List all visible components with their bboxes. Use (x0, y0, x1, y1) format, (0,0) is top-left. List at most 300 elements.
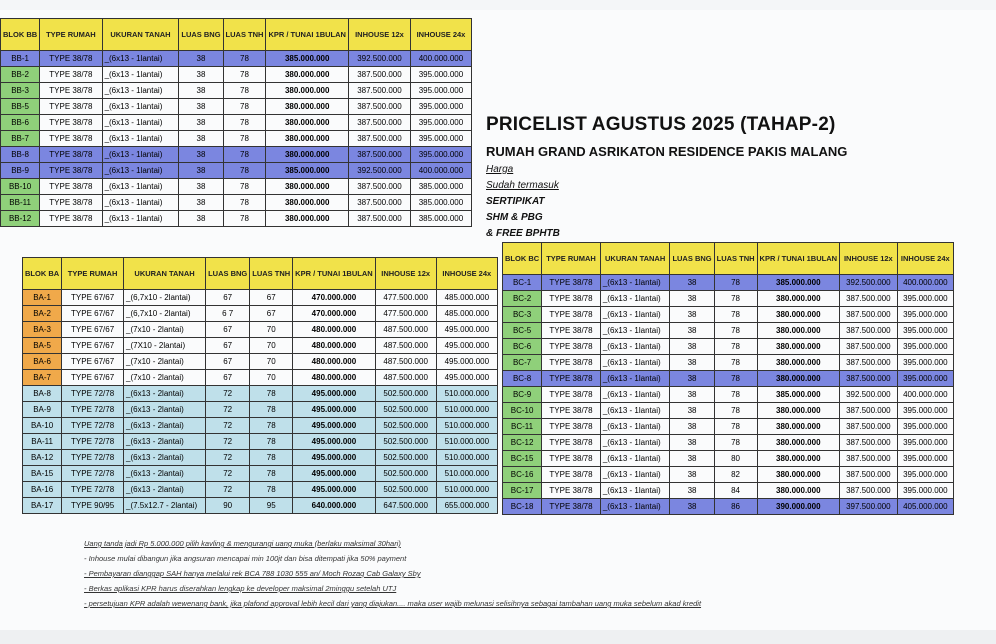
inhouse-12x-cell: 387.500.000 (348, 115, 410, 131)
luas-tnh-cell: 78 (250, 466, 293, 482)
luas-bng-cell: 38 (670, 403, 714, 419)
kpr-price-cell: 495.000.000 (293, 418, 376, 434)
inhouse-24x-cell: 385.000.000 (410, 211, 471, 227)
type-cell: TYPE 72/78 (62, 386, 124, 402)
kpr-price-cell: 495.000.000 (293, 402, 376, 418)
type-cell: TYPE 38/78 (542, 435, 601, 451)
luas-bng-cell: 38 (179, 131, 223, 147)
ukuran-cell: _(6x13 - 1lantai) (102, 179, 179, 195)
ukuran-cell: _(6x13 - 1lantai) (600, 499, 670, 515)
pricelist-table-bb (0, 18, 472, 227)
inhouse-24x-cell: 400.000.000 (410, 51, 471, 67)
luas-bng-cell: 67 (206, 322, 250, 338)
ukuran-cell: _(6x13 - 1lantai) (600, 339, 670, 355)
note-line: - Inhouse mulai dibangun jika angsuran mencapai min 100jt dan bisa ditempati jika 50% payment (84, 554, 407, 563)
type-cell: TYPE 38/78 (542, 355, 601, 371)
luas-tnh-cell: 78 (223, 195, 266, 211)
inhouse-24x-cell: 395.000.000 (897, 483, 953, 499)
includes-line: SHM & PBG (486, 212, 543, 223)
inhouse-12x-cell: 387.500.000 (348, 67, 410, 83)
inhouse-12x-cell: 477.500.000 (375, 290, 436, 306)
ukuran-cell: _(6x13 - 1lantai) (102, 163, 179, 179)
includes-line: Sudah termasuk (486, 180, 559, 191)
includes-line: SERTIPIKAT (486, 196, 545, 207)
type-cell: TYPE 38/78 (542, 451, 601, 467)
inhouse-24x-cell: 510.000.000 (436, 466, 497, 482)
luas-tnh-cell: 78 (223, 179, 266, 195)
blok-cell: BA-6 (23, 354, 62, 370)
table-row (503, 355, 954, 371)
blok-cell: BA-16 (23, 482, 62, 498)
table-row (23, 338, 498, 354)
luas-bng-cell: 38 (670, 275, 714, 291)
luas-bng-cell: 38 (670, 419, 714, 435)
luas-tnh-cell: 84 (714, 483, 757, 499)
ukuran-cell: _(6x13 - 1lantai) (600, 355, 670, 371)
blok-cell: BB-9 (1, 163, 40, 179)
inhouse-12x-cell: 387.500.000 (840, 419, 898, 435)
luas-tnh-cell: 78 (223, 115, 266, 131)
blok-cell: BA-9 (23, 402, 62, 418)
header-blok: BLOK BA (23, 258, 62, 290)
blok-cell: BC-5 (503, 323, 542, 339)
inhouse-12x-cell: 502.500.000 (375, 402, 436, 418)
kpr-price-cell: 495.000.000 (293, 450, 376, 466)
header-luas-bng: LUAS BNG (206, 258, 250, 290)
blok-cell: BC-6 (503, 339, 542, 355)
luas-bng-cell: 38 (670, 291, 714, 307)
status-bar (0, 630, 996, 644)
type-cell: TYPE 72/78 (62, 434, 124, 450)
luas-tnh-cell: 78 (714, 307, 757, 323)
luas-bng-cell: 38 (670, 499, 714, 515)
inhouse-24x-cell: 395.000.000 (897, 307, 953, 323)
ukuran-cell: _(6x13 - 1lantai) (600, 291, 670, 307)
luas-bng-cell: 38 (670, 355, 714, 371)
ukuran-cell: _(6x13 - 2lantai) (124, 450, 206, 466)
luas-bng-cell: 67 (206, 370, 250, 386)
ukuran-cell: _(6x13 - 1lantai) (600, 323, 670, 339)
luas-tnh-cell: 78 (223, 211, 266, 227)
type-cell: TYPE 38/78 (40, 163, 102, 179)
luas-tnh-cell: 78 (714, 323, 757, 339)
table-row (503, 467, 954, 483)
includes-line: & FREE BPHTB (486, 228, 560, 239)
inhouse-12x-cell: 487.500.000 (375, 338, 436, 354)
inhouse-24x-cell: 485.000.000 (436, 306, 497, 322)
inhouse-12x-cell: 387.500.000 (840, 339, 898, 355)
blok-cell: BC-2 (503, 291, 542, 307)
header-luas-tnh: LUAS TNH (223, 19, 266, 51)
inhouse-24x-cell: 395.000.000 (897, 291, 953, 307)
luas-bng-cell: 38 (670, 339, 714, 355)
kpr-price-cell: 380.000.000 (757, 291, 840, 307)
luas-tnh-cell: 95 (250, 498, 293, 514)
terms-notes (84, 536, 701, 611)
inhouse-12x-cell: 502.500.000 (375, 466, 436, 482)
blok-cell: BA-5 (23, 338, 62, 354)
ukuran-cell: _(6,7x10 - 2lantai) (124, 306, 206, 322)
kpr-price-cell: 495.000.000 (293, 434, 376, 450)
inhouse-24x-cell: 395.000.000 (897, 419, 953, 435)
ukuran-cell: _(6x13 - 1lantai) (102, 99, 179, 115)
luas-tnh-cell: 78 (714, 419, 757, 435)
ukuran-cell: _(6x13 - 1lantai) (102, 67, 179, 83)
blok-cell: BC-8 (503, 371, 542, 387)
type-cell: TYPE 72/78 (62, 402, 124, 418)
luas-tnh-cell: 78 (223, 67, 266, 83)
luas-tnh-cell: 78 (250, 386, 293, 402)
ukuran-cell: _(7x10 - 2lantai) (124, 322, 206, 338)
luas-tnh-cell: 78 (250, 450, 293, 466)
kpr-price-cell: 480.000.000 (293, 370, 376, 386)
ukuran-cell: _(6x13 - 1lantai) (600, 387, 670, 403)
luas-bng-cell: 38 (670, 323, 714, 339)
luas-bng-cell: 67 (206, 338, 250, 354)
luas-tnh-cell: 67 (250, 290, 293, 306)
header-luas-bng: LUAS BNG (179, 19, 223, 51)
kpr-price-cell: 495.000.000 (293, 482, 376, 498)
blok-cell: BB-7 (1, 131, 40, 147)
blok-cell: BA-1 (23, 290, 62, 306)
header-luas-tnh: LUAS TNH (250, 258, 293, 290)
luas-bng-cell: 38 (670, 467, 714, 483)
note-line: - Berkas aplikasi KPR harus diserahkan lengkap ke developer maksimal 2minggu setelah UTJ (84, 584, 397, 593)
type-cell: TYPE 38/78 (542, 403, 601, 419)
type-cell: TYPE 38/78 (40, 179, 102, 195)
blok-cell: BA-7 (23, 370, 62, 386)
kpr-price-cell: 390.000.000 (757, 499, 840, 515)
kpr-price-cell: 380.000.000 (266, 179, 349, 195)
table-row (503, 371, 954, 387)
kpr-price-cell: 380.000.000 (757, 435, 840, 451)
table-row (503, 291, 954, 307)
inhouse-12x-cell: 387.500.000 (840, 435, 898, 451)
blok-cell: BC-7 (503, 355, 542, 371)
ukuran-cell: _(6x13 - 2lantai) (124, 434, 206, 450)
ukuran-cell: _(6x13 - 1lantai) (102, 195, 179, 211)
project-title: RUMAH GRAND ASRIKATON RESIDENCE PAKIS MALANG (486, 144, 848, 159)
header-inhouse-12: INHOUSE 12x (348, 19, 410, 51)
luas-bng-cell: 38 (670, 387, 714, 403)
header-ukuran: UKURAN TANAH (600, 243, 670, 275)
blok-cell: BB-6 (1, 115, 40, 131)
blok-cell: BB-8 (1, 147, 40, 163)
type-cell: TYPE 38/78 (40, 51, 102, 67)
type-cell: TYPE 38/78 (40, 67, 102, 83)
blok-cell: BC-11 (503, 419, 542, 435)
kpr-price-cell: 380.000.000 (757, 483, 840, 499)
pricelist-table-ba (22, 257, 498, 514)
kpr-price-cell: 380.000.000 (757, 451, 840, 467)
inhouse-12x-cell: 392.500.000 (348, 163, 410, 179)
ukuran-cell: _(6x13 - 1lantai) (102, 131, 179, 147)
table-row (23, 418, 498, 434)
blok-cell: BA-15 (23, 466, 62, 482)
inhouse-12x-cell: 387.500.000 (348, 211, 410, 227)
inhouse-12x-cell: 387.500.000 (840, 323, 898, 339)
type-cell: TYPE 38/78 (40, 99, 102, 115)
table-row (1, 83, 472, 99)
table-row (23, 370, 498, 386)
blok-cell: BC-12 (503, 435, 542, 451)
header-luas-tnh: LUAS TNH (714, 243, 757, 275)
blok-cell: BC-1 (503, 275, 542, 291)
luas-bng-cell: 72 (206, 466, 250, 482)
type-cell: TYPE 38/78 (40, 147, 102, 163)
ukuran-cell: _(6x13 - 1lantai) (600, 403, 670, 419)
type-cell: TYPE 38/78 (542, 291, 601, 307)
blok-cell: BC-9 (503, 387, 542, 403)
inhouse-24x-cell: 385.000.000 (410, 179, 471, 195)
blok-cell: BA-17 (23, 498, 62, 514)
inhouse-12x-cell: 387.500.000 (840, 291, 898, 307)
kpr-price-cell: 380.000.000 (266, 131, 349, 147)
kpr-price-cell: 380.000.000 (757, 419, 840, 435)
header-kpr: KPR / TUNAI 1BULAN (293, 258, 376, 290)
kpr-price-cell: 380.000.000 (266, 211, 349, 227)
blok-cell: BB-2 (1, 67, 40, 83)
type-cell: TYPE 67/67 (62, 290, 124, 306)
type-cell: TYPE 67/67 (62, 370, 124, 386)
kpr-price-cell: 385.000.000 (266, 163, 349, 179)
ukuran-cell: _(6x13 - 1lantai) (600, 419, 670, 435)
inhouse-24x-cell: 495.000.000 (436, 322, 497, 338)
luas-bng-cell: 38 (670, 307, 714, 323)
note-line: Uang tanda jadi Rp 5.000.000 pilih kavling & mengurangi uang muka (berlaku maksimal 30hari) (84, 539, 401, 548)
luas-tnh-cell: 78 (223, 131, 266, 147)
header-inhouse-24: INHOUSE 24x (436, 258, 497, 290)
inhouse-24x-cell: 395.000.000 (897, 451, 953, 467)
inhouse-24x-cell: 395.000.000 (897, 435, 953, 451)
kpr-price-cell: 380.000.000 (757, 355, 840, 371)
inhouse-24x-cell: 510.000.000 (436, 402, 497, 418)
blok-cell: BC-15 (503, 451, 542, 467)
header-kpr: KPR / TUNAI 1BULAN (266, 19, 349, 51)
inhouse-24x-cell: 400.000.000 (410, 163, 471, 179)
inhouse-12x-cell: 392.500.000 (348, 51, 410, 67)
kpr-price-cell: 385.000.000 (757, 275, 840, 291)
table-row (23, 482, 498, 498)
luas-tnh-cell: 78 (714, 435, 757, 451)
type-cell: TYPE 38/78 (542, 387, 601, 403)
type-cell: TYPE 72/78 (62, 466, 124, 482)
table-row (1, 195, 472, 211)
ukuran-cell: _(6x13 - 1lantai) (600, 435, 670, 451)
kpr-price-cell: 380.000.000 (266, 83, 349, 99)
type-cell: TYPE 67/67 (62, 322, 124, 338)
luas-bng-cell: 38 (670, 451, 714, 467)
luas-tnh-cell: 70 (250, 354, 293, 370)
luas-tnh-cell: 78 (250, 434, 293, 450)
luas-tnh-cell: 78 (714, 403, 757, 419)
luas-tnh-cell: 78 (714, 291, 757, 307)
table-row (503, 419, 954, 435)
luas-bng-cell: 67 (206, 354, 250, 370)
luas-tnh-cell: 78 (714, 387, 757, 403)
luas-bng-cell: 67 (206, 290, 250, 306)
type-cell: TYPE 72/78 (62, 418, 124, 434)
kpr-price-cell: 380.000.000 (266, 99, 349, 115)
ukuran-cell: _(7x10 - 2lantai) (124, 354, 206, 370)
ukuran-cell: _(6x13 - 1lantai) (102, 115, 179, 131)
inhouse-24x-cell: 395.000.000 (410, 99, 471, 115)
type-cell: TYPE 67/67 (62, 306, 124, 322)
inhouse-12x-cell: 387.500.000 (840, 355, 898, 371)
blok-cell: BC-10 (503, 403, 542, 419)
inhouse-12x-cell: 477.500.000 (375, 306, 436, 322)
ukuran-cell: _(7X10 - 2lantai) (124, 338, 206, 354)
type-cell: TYPE 38/78 (542, 499, 601, 515)
table-row (503, 483, 954, 499)
luas-bng-cell: 72 (206, 402, 250, 418)
table-row (23, 434, 498, 450)
blok-cell: BB-12 (1, 211, 40, 227)
luas-bng-cell: 38 (179, 195, 223, 211)
header-type: TYPE RUMAH (62, 258, 124, 290)
table-row (23, 322, 498, 338)
header-blok: BLOK BB (1, 19, 40, 51)
blok-cell: BA-8 (23, 386, 62, 402)
luas-tnh-cell: 78 (250, 418, 293, 434)
inhouse-12x-cell: 397.500.000 (840, 499, 898, 515)
table-row (503, 435, 954, 451)
inhouse-12x-cell: 502.500.000 (375, 418, 436, 434)
table-row (503, 307, 954, 323)
inhouse-24x-cell: 510.000.000 (436, 450, 497, 466)
table-row (1, 179, 472, 195)
luas-tnh-cell: 86 (714, 499, 757, 515)
ukuran-cell: _(6x13 - 2lantai) (124, 386, 206, 402)
table-row (1, 211, 472, 227)
luas-tnh-cell: 78 (223, 147, 266, 163)
table-row (1, 147, 472, 163)
table-row (1, 99, 472, 115)
pricelist-title: PRICELIST AGUSTUS 2025 (TAHAP-2) (486, 114, 836, 135)
luas-tnh-cell: 70 (250, 338, 293, 354)
luas-bng-cell: 72 (206, 482, 250, 498)
table-row (503, 451, 954, 467)
title-block (486, 114, 847, 242)
blok-cell: BB-10 (1, 179, 40, 195)
luas-bng-cell: 90 (206, 498, 250, 514)
table-row (23, 402, 498, 418)
table-row (503, 403, 954, 419)
kpr-price-cell: 380.000.000 (266, 67, 349, 83)
kpr-price-cell: 380.000.000 (757, 371, 840, 387)
kpr-price-cell: 470.000.000 (293, 290, 376, 306)
header-type: TYPE RUMAH (40, 19, 102, 51)
type-cell: TYPE 90/95 (62, 498, 124, 514)
luas-tnh-cell: 78 (714, 339, 757, 355)
table-row (1, 115, 472, 131)
type-cell: TYPE 38/78 (542, 419, 601, 435)
table-row (23, 386, 498, 402)
table-row (1, 163, 472, 179)
kpr-price-cell: 380.000.000 (757, 339, 840, 355)
inhouse-24x-cell: 395.000.000 (897, 403, 953, 419)
kpr-price-cell: 495.000.000 (293, 386, 376, 402)
type-cell: TYPE 38/78 (40, 211, 102, 227)
ukuran-cell: _(6x13 - 1lantai) (102, 51, 179, 67)
luas-tnh-cell: 78 (223, 83, 266, 99)
header-luas-bng: LUAS BNG (670, 243, 714, 275)
type-cell: TYPE 38/78 (542, 467, 601, 483)
inhouse-24x-cell: 395.000.000 (410, 83, 471, 99)
luas-bng-cell: 38 (670, 435, 714, 451)
kpr-price-cell: 480.000.000 (293, 354, 376, 370)
luas-bng-cell: 72 (206, 434, 250, 450)
table-row (503, 323, 954, 339)
price-includes (486, 162, 847, 242)
table-row (503, 499, 954, 515)
blok-cell: BA-12 (23, 450, 62, 466)
luas-bng-cell: 38 (670, 483, 714, 499)
luas-bng-cell: 72 (206, 386, 250, 402)
header-inhouse-24: INHOUSE 24x (897, 243, 953, 275)
inhouse-24x-cell: 400.000.000 (897, 387, 953, 403)
type-cell: TYPE 38/78 (542, 339, 601, 355)
table-row (23, 466, 498, 482)
spreadsheet-sheet (0, 10, 996, 630)
luas-bng-cell: 72 (206, 450, 250, 466)
header-blok: BLOK BC (503, 243, 542, 275)
luas-bng-cell: 38 (179, 67, 223, 83)
blok-cell: BC-17 (503, 483, 542, 499)
inhouse-12x-cell: 387.500.000 (840, 403, 898, 419)
blok-cell: BB-3 (1, 83, 40, 99)
ukuran-cell: _(6x13 - 2lantai) (124, 482, 206, 498)
ukuran-cell: _(6x13 - 1lantai) (600, 371, 670, 387)
luas-tnh-cell: 78 (714, 371, 757, 387)
luas-bng-cell: 38 (179, 179, 223, 195)
luas-bng-cell: 38 (179, 147, 223, 163)
inhouse-24x-cell: 395.000.000 (410, 131, 471, 147)
table-row (1, 131, 472, 147)
inhouse-12x-cell: 387.500.000 (840, 371, 898, 387)
luas-tnh-cell: 78 (223, 99, 266, 115)
kpr-price-cell: 380.000.000 (757, 403, 840, 419)
table-row (503, 275, 954, 291)
luas-tnh-cell: 78 (714, 275, 757, 291)
pricelist-table-bc (502, 242, 954, 515)
ukuran-cell: _(6,7x10 - 2lantai) (124, 290, 206, 306)
inhouse-24x-cell: 395.000.000 (897, 355, 953, 371)
ukuran-cell: _(6x13 - 2lantai) (124, 402, 206, 418)
table-row (1, 67, 472, 83)
includes-line: Harga (486, 164, 514, 175)
inhouse-12x-cell: 387.500.000 (348, 147, 410, 163)
inhouse-12x-cell: 387.500.000 (840, 483, 898, 499)
inhouse-24x-cell: 400.000.000 (897, 275, 953, 291)
inhouse-24x-cell: 495.000.000 (436, 370, 497, 386)
luas-tnh-cell: 70 (250, 322, 293, 338)
inhouse-24x-cell: 395.000.000 (410, 147, 471, 163)
kpr-price-cell: 480.000.000 (293, 338, 376, 354)
luas-bng-cell: 38 (179, 211, 223, 227)
ukuran-cell: _(6x13 - 2lantai) (124, 418, 206, 434)
header-inhouse-12: INHOUSE 12x (840, 243, 898, 275)
luas-tnh-cell: 70 (250, 370, 293, 386)
luas-tnh-cell: 80 (714, 451, 757, 467)
kpr-price-cell: 380.000.000 (266, 115, 349, 131)
inhouse-24x-cell: 655.000.000 (436, 498, 497, 514)
kpr-price-cell: 380.000.000 (757, 467, 840, 483)
kpr-price-cell: 385.000.000 (266, 51, 349, 67)
blok-cell: BA-11 (23, 434, 62, 450)
inhouse-24x-cell: 405.000.000 (897, 499, 953, 515)
inhouse-24x-cell: 395.000.000 (410, 67, 471, 83)
